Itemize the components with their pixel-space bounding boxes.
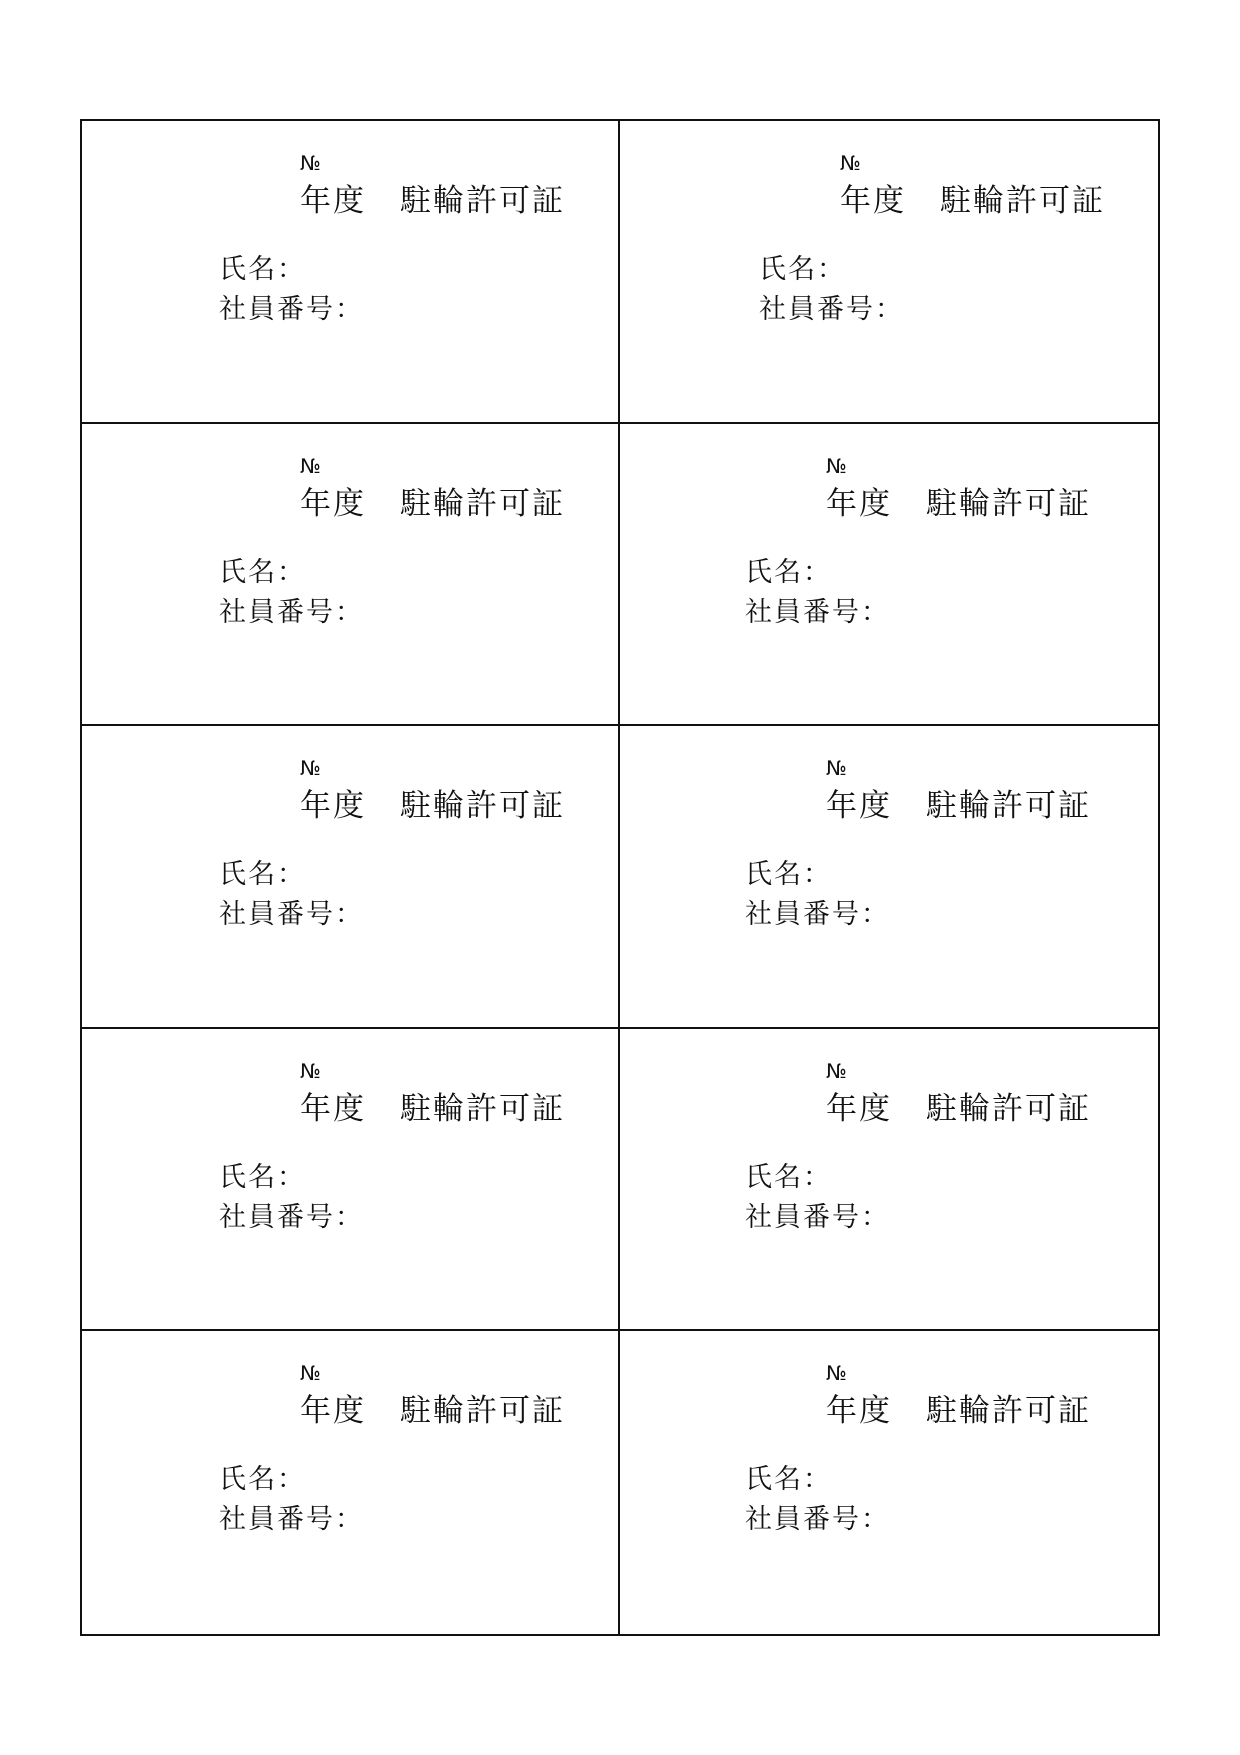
permit-number-label: № bbox=[300, 1361, 321, 1386]
employee-number-label: 社員番号： bbox=[219, 1201, 364, 1233]
permit-card-1 bbox=[82, 121, 620, 424]
employee-number-label: 社員番号： bbox=[219, 294, 364, 325]
permit-number-label: № bbox=[826, 756, 847, 781]
permit-number-label: № bbox=[826, 1058, 847, 1083]
permit-title-text: 駐輪許可証 bbox=[400, 788, 565, 825]
permit-title-text: 駐輪許可証 bbox=[926, 485, 1091, 522]
employee-number-label: 社員番号： bbox=[745, 1504, 890, 1536]
permit-title bbox=[826, 484, 1091, 524]
permit-card-5 bbox=[82, 726, 620, 1029]
employee-number-label: 社員番号： bbox=[745, 596, 890, 628]
name-label: 氏名： bbox=[745, 1464, 832, 1496]
permit-number-label: № bbox=[300, 151, 321, 175]
employee-number-label: 社員番号： bbox=[219, 899, 364, 931]
employee-number-label: 社員番号： bbox=[219, 1504, 364, 1536]
permit-title-text: 駐輪許可証 bbox=[940, 183, 1105, 219]
permit-number-label: № bbox=[826, 1361, 847, 1386]
name-label: 氏名： bbox=[745, 859, 832, 891]
permit-title bbox=[300, 786, 565, 826]
permit-title-text: 駐輪許可証 bbox=[400, 183, 565, 219]
fiscal-year-label: 年度 bbox=[826, 485, 892, 522]
permit-number-label: № bbox=[300, 453, 321, 478]
fiscal-year-label: 年度 bbox=[300, 485, 366, 522]
fiscal-year-label: 年度 bbox=[300, 788, 366, 825]
permit-number-label: № bbox=[300, 756, 321, 781]
name-label: 氏名： bbox=[745, 556, 832, 588]
fiscal-year-label: 年度 bbox=[826, 1090, 892, 1127]
fiscal-year-label: 年度 bbox=[300, 1393, 366, 1430]
permit-card-2 bbox=[620, 121, 1158, 424]
permit-card-8 bbox=[620, 1029, 1158, 1332]
fiscal-year-label: 年度 bbox=[826, 1393, 892, 1430]
permit-number-label: № bbox=[840, 151, 861, 175]
permit-number-label: № bbox=[300, 1058, 321, 1083]
name-label: 氏名： bbox=[219, 859, 306, 891]
permit-title bbox=[300, 1391, 565, 1431]
permit-card-3 bbox=[82, 424, 620, 727]
permit-title-text: 駐輪許可証 bbox=[926, 1090, 1091, 1127]
permit-card-7 bbox=[82, 1029, 620, 1332]
permit-title bbox=[300, 181, 565, 221]
permit-title-text: 駐輪許可証 bbox=[926, 1393, 1091, 1430]
name-label: 氏名： bbox=[219, 1464, 306, 1496]
employee-number-label: 社員番号： bbox=[745, 1201, 890, 1233]
fiscal-year-label: 年度 bbox=[300, 1090, 366, 1127]
name-label: 氏名： bbox=[759, 254, 846, 285]
permit-card-4 bbox=[620, 424, 1158, 727]
fiscal-year-label: 年度 bbox=[840, 183, 906, 219]
permit-title bbox=[840, 181, 1105, 221]
permit-number-label: № bbox=[826, 453, 847, 478]
fiscal-year-label: 年度 bbox=[300, 183, 366, 219]
name-label: 氏名： bbox=[219, 1161, 306, 1193]
permit-card-6 bbox=[620, 726, 1158, 1029]
employee-number-label: 社員番号： bbox=[219, 596, 364, 628]
permit-sheet bbox=[80, 119, 1160, 1636]
name-label: 氏名： bbox=[219, 556, 306, 588]
permit-title bbox=[826, 1391, 1091, 1431]
permit-title bbox=[300, 1089, 565, 1129]
name-label: 氏名： bbox=[745, 1161, 832, 1193]
permit-title-text: 駐輪許可証 bbox=[400, 1393, 565, 1430]
permit-title-text: 駐輪許可証 bbox=[926, 788, 1091, 825]
fiscal-year-label: 年度 bbox=[826, 788, 892, 825]
employee-number-label: 社員番号： bbox=[759, 294, 904, 325]
permit-title bbox=[826, 1089, 1091, 1129]
permit-card-10 bbox=[620, 1331, 1158, 1634]
name-label: 氏名： bbox=[219, 254, 306, 285]
permit-title-text: 駐輪許可証 bbox=[400, 1090, 565, 1127]
permit-card-9 bbox=[82, 1331, 620, 1634]
permit-title-text: 駐輪許可証 bbox=[400, 485, 565, 522]
employee-number-label: 社員番号： bbox=[745, 899, 890, 931]
permit-title bbox=[826, 786, 1091, 826]
permit-title bbox=[300, 484, 565, 524]
